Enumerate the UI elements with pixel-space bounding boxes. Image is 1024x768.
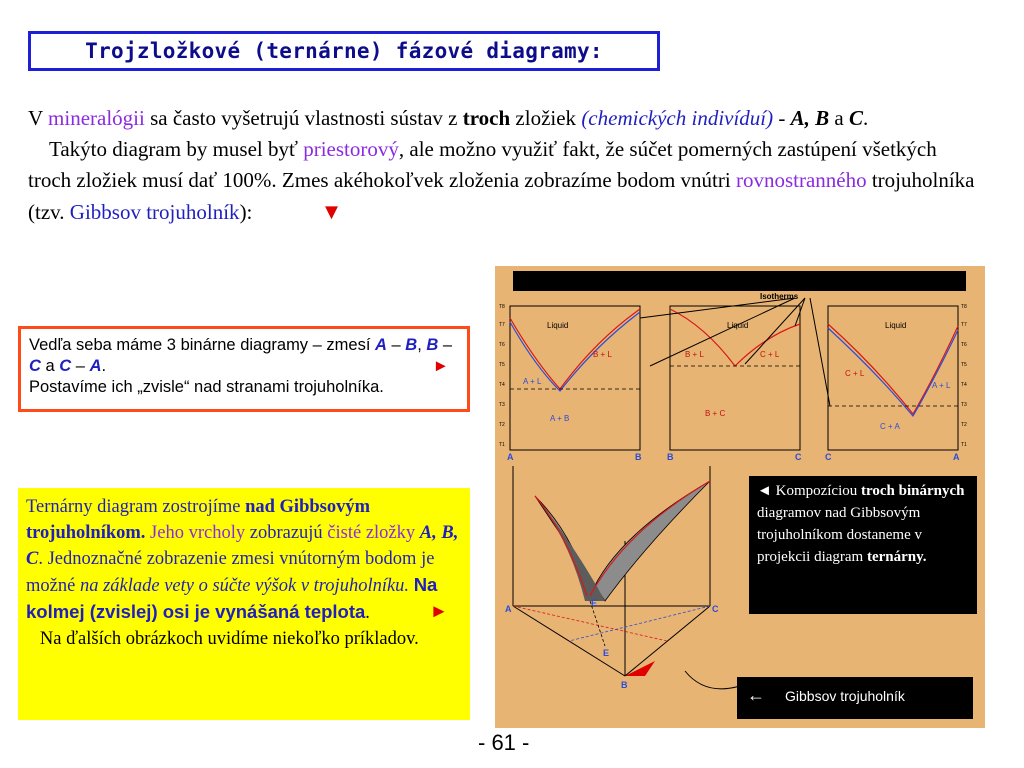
term-gibbsov-trojuholnik: Gibbsov trojuholník bbox=[69, 200, 240, 224]
ca-label: C + A bbox=[880, 422, 900, 431]
c-label-top-2: C bbox=[825, 452, 832, 462]
binary-note-line-2: Postavíme ich „zvisle“ nad stranami trojuholníka. bbox=[29, 378, 384, 396]
bl-label-1: B + L bbox=[593, 350, 612, 359]
title-box bbox=[28, 31, 660, 71]
a-label-top-2: A bbox=[953, 452, 960, 462]
ab-label: A + B bbox=[550, 414, 570, 423]
c-label-top-1: C bbox=[795, 452, 802, 462]
isotherms-label: Isotherms bbox=[760, 292, 799, 301]
figure-header-bar bbox=[513, 271, 966, 291]
svg-text:T3: T3 bbox=[961, 402, 967, 408]
composition-note: ◄ Kompozíciou troch binárnych diagramov nad Gibbsovým trojuholníkom dostaneme v projekcii diagram ternárny. bbox=[749, 476, 977, 614]
svg-text:T6: T6 bbox=[961, 342, 967, 348]
intro-paragraph-2: Takýto diagram by musel byť priestorový, ale možno využiť fakt, že súčet pomerných zastúpení všetkých troch zložiek musí dať 100%. Zmes akéhokoľvek zloženia zobrazíme bodom vnútri rovnostranného trojuholníka (tzv. Gibbsov trojuholník): ▼ bbox=[28, 137, 975, 224]
al-label-2: A + L bbox=[932, 381, 951, 390]
b-label-top-1: B bbox=[635, 452, 642, 462]
liquid-label-1: Liquid bbox=[547, 321, 569, 330]
svg-text:T5: T5 bbox=[499, 362, 505, 368]
liquid-label-2: Liquid bbox=[727, 321, 749, 330]
isotherm-arrow-4 bbox=[810, 298, 830, 406]
b-label-top-2: B bbox=[667, 452, 674, 462]
ternary-3d-diagram bbox=[505, 466, 740, 690]
term-chemicke-individua: (chemických indivíduí) bbox=[581, 106, 774, 130]
e-label-2: E bbox=[603, 648, 610, 658]
svg-text:T2: T2 bbox=[499, 422, 505, 428]
term-rovnostranneho: rovnostranného bbox=[735, 168, 867, 192]
term-priestorovy: priestorový bbox=[303, 137, 399, 161]
svg-text:T7: T7 bbox=[499, 322, 505, 328]
a-label-top-1: A bbox=[507, 452, 514, 462]
al-label-1: A + L bbox=[523, 377, 542, 386]
ternary-diagram-note: Ternárny diagram zostrojíme nad Gibbsovým trojuholníkom. Jeho vrcholy zobrazujú čisté zložky A, B, C. Jednoznačné zobrazenie zmesi vnútorným bodom je možné na základe vety o súčte výšok v trojuholníku. Na kolmej (zvislej) osi je vynášaná teplota. ► Na ďalších obrázkoch uvidíme niekoľko príkladov. bbox=[18, 488, 470, 720]
ternary-note-line-2: Na ďalších obrázkoch uvidíme niekoľko príkladov. bbox=[39, 629, 419, 649]
arrow-right-icon[interactable]: ► bbox=[432, 357, 449, 375]
svg-text:T7: T7 bbox=[961, 322, 967, 328]
b-label-ternary: B bbox=[621, 680, 628, 690]
liquid-label-3: Liquid bbox=[885, 321, 907, 330]
arrow-down-icon[interactable]: ▼ bbox=[320, 199, 343, 224]
bc-label: B + C bbox=[705, 409, 726, 418]
svg-text:T4: T4 bbox=[499, 382, 505, 388]
term-mineralogii: mineralógii bbox=[48, 106, 145, 130]
svg-text:T8: T8 bbox=[961, 304, 967, 310]
svg-text:T5: T5 bbox=[961, 362, 967, 368]
svg-text:T2: T2 bbox=[961, 422, 967, 428]
cl-label-1: C + L bbox=[760, 350, 780, 359]
svg-text:T6: T6 bbox=[499, 342, 505, 348]
cl-label-2: C + L bbox=[845, 369, 865, 378]
svg-text:T1: T1 bbox=[961, 442, 967, 448]
c-label-ternary: C bbox=[712, 604, 719, 614]
bl-label-2: B + L bbox=[685, 350, 704, 359]
isotherm-arrow-1 bbox=[640, 298, 795, 318]
binary-diagrams-note: Vedľa seba máme 3 binárne diagramy – zmesí A – B, B – C a C – A. ► Postavíme ich „zvisle“ nad stranami trojuholníka. bbox=[18, 326, 470, 412]
svg-text:T4: T4 bbox=[961, 382, 967, 388]
a-label-ternary: A bbox=[505, 604, 512, 614]
page-title: Trojzložkové (ternárne) fázové diagramy: bbox=[85, 39, 603, 63]
svg-text:T1: T1 bbox=[499, 442, 505, 448]
gibbs-triangle-label: ← Gibbsov trojuholník bbox=[737, 677, 973, 719]
svg-text:T8: T8 bbox=[499, 304, 505, 310]
page-number: - 61 - bbox=[478, 730, 530, 755]
arrow-left-icon: ← bbox=[747, 685, 765, 705]
intro-paragraph-1: V mineralógii sa často vyšetrujú vlastnosti sústav z troch zložiek (chemických indivíduí) - A, B a C. bbox=[28, 106, 869, 130]
arrow-left-icon[interactable]: ◄ bbox=[757, 483, 772, 499]
arrow-right-icon[interactable]: ► bbox=[429, 602, 448, 622]
e-label-1: E bbox=[591, 598, 598, 608]
intro-text bbox=[28, 103, 978, 228]
svg-text:T3: T3 bbox=[499, 402, 505, 408]
